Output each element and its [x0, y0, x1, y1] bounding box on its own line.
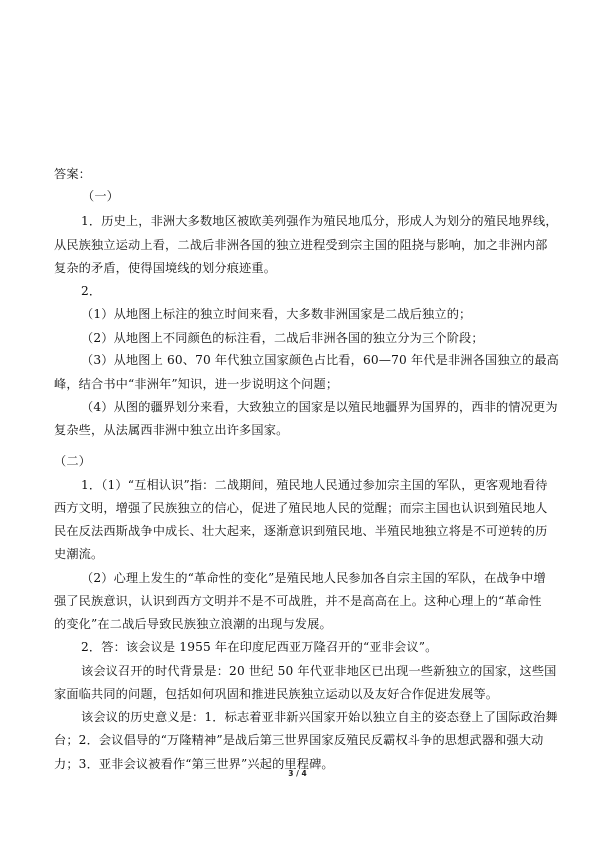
- page-number: 3 / 4: [288, 769, 307, 778]
- s1-q1-line-3: 复杂的矛盾，使得国境线的划分痕迹重。: [54, 261, 277, 275]
- s1-q1-line-2: 从民族独立运动上看，二战后非洲各国的独立进程受到宗主国的阻挠与影响，加之非洲内部: [54, 238, 548, 252]
- s2-q1a-line-3: 民在反法西斯战争中成长、壮大起来，逐渐意识到殖民地、半殖民地独立将是不可逆转的历: [54, 524, 548, 538]
- s2-q1b-line-3: 的变化”在二战后导致民族独立浪潮的出现与发展。: [54, 617, 332, 631]
- s1-q1-line-1: 1．历史上，非洲大多数地区被欧美列强作为殖民地瓜分，形成人为划分的殖民地界线，: [81, 214, 558, 228]
- s2-q1b-line-2: 强了民族意识，认识到西方文明并不是不可战胜，并不是高高在上。这种心理上的“革命性: [54, 594, 542, 608]
- s1-q2-line-1: （1）从地图上标注的独立时间来看，大多数非洲国家是二战后独立的；: [81, 307, 472, 321]
- s2-q1b-line-1: （2）心理上发生的“革命性的变化”是殖民地人民参加各自宗主国的军队，在战争中增: [81, 571, 546, 585]
- s2-significance-line-2: 台；2．会议倡导的“万隆精神”是战后第三世界国家反殖民反霸权斗争的思想武器和强大动: [54, 733, 544, 747]
- s1-q2-line-3: （3）从地图上 60、70 年代独立国家颜色占比看，60—70 年代是非洲各国独立的最高: [81, 353, 560, 367]
- s2-q1a-line-4: 史潮流。: [54, 547, 104, 561]
- s1-q2-label: 2．: [81, 284, 102, 298]
- s2-background-line-1: 该会议召开的时代背景是：20 世纪 50 年代亚非地区已出现一些新独立的国家，这些国: [81, 664, 557, 678]
- s1-q2-line-5: （4）从图的疆界划分来看，大致独立的国家是以殖民地疆界为国界的，西非的情况更为: [81, 400, 558, 414]
- section-2-heading: （二）: [54, 454, 92, 468]
- answer-label: 答案：: [54, 167, 92, 181]
- s2-significance-line-3: 力；3．亚非会议被看作“第三世界”兴起的里程碑。: [54, 757, 334, 771]
- s2-background-line-2: 家面临共同的问题，包括如何巩固和推进民族独立运动以及友好合作促进发展等。: [54, 687, 499, 701]
- s2-significance-line-1: 该会议的历史意义是：1．标志着亚非新兴国家开始以独立自主的姿态登上了国际政治舞: [81, 710, 558, 724]
- s1-q2-line-4: 峰，结合书中“非洲年”知识，进一步说明这个问题；: [54, 377, 339, 391]
- s2-q1a-line-1: 1．（1）“互相认识”指：二战期间，殖民地人民通过参加宗主国的军队，更客观地看待: [81, 478, 548, 492]
- s2-q1a-line-2: 西方文明，增强了民族独立的信心，促进了殖民地人民的觉醒；而宗主国也认识到殖民地人: [54, 501, 548, 515]
- s1-q2-line-2: （2）从地图上不同颜色的标注看，二战后非洲各国的独立分为三个阶段；: [81, 331, 484, 345]
- section-1-heading: （一）: [82, 189, 120, 203]
- s2-q2-line: 2．答：该会议是 1955 年在印度尼西亚万隆召开的“亚非会议”。: [81, 640, 438, 654]
- s1-q2-line-6: 复杂些，从法属西非洲中独立出许多国家。: [54, 423, 289, 437]
